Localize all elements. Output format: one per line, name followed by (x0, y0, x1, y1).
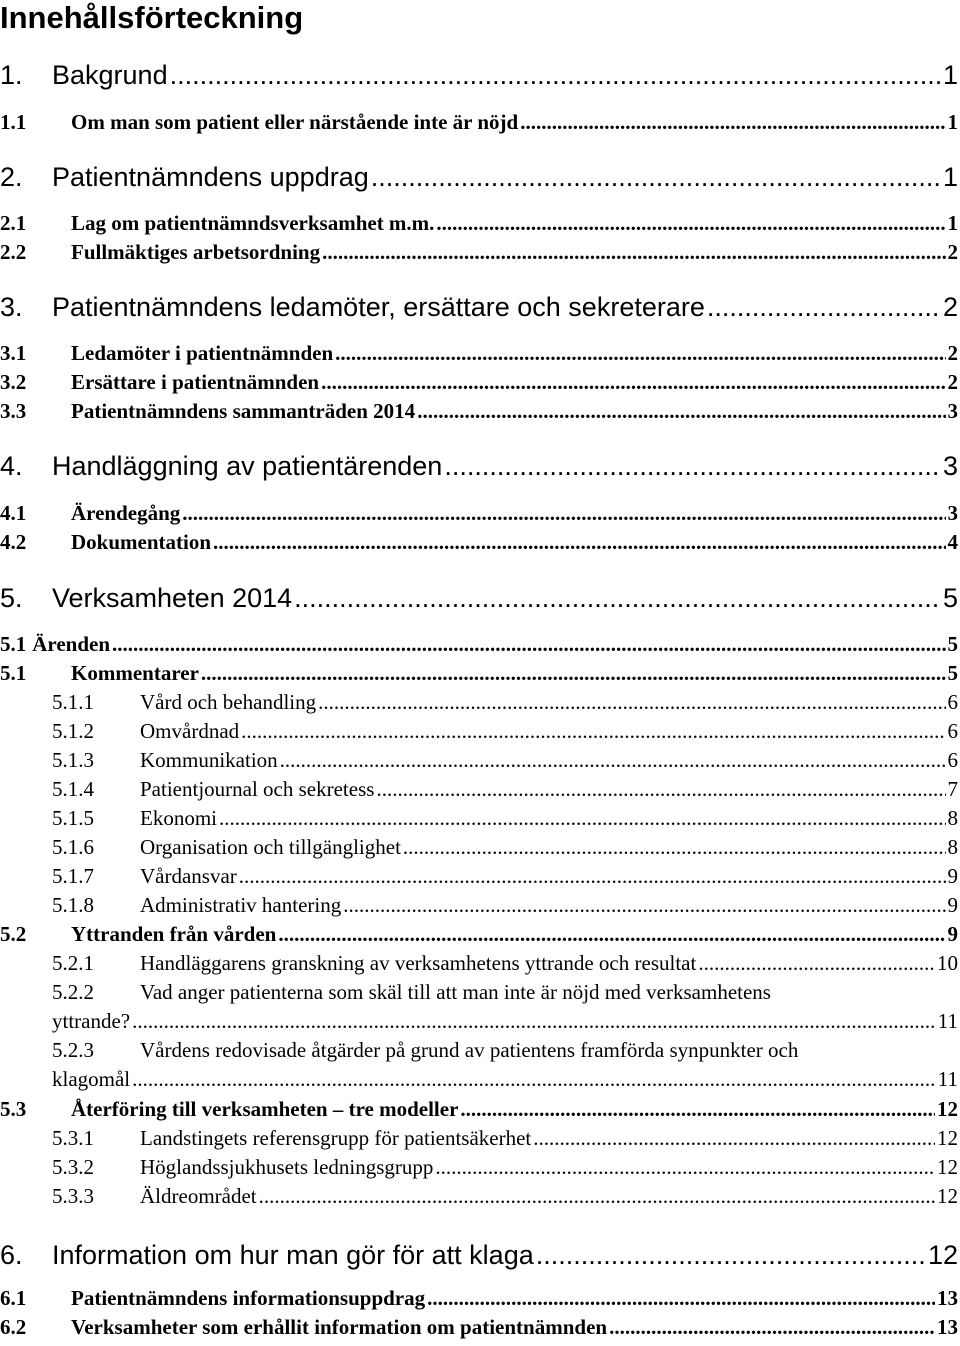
toc-entry-label: Ekonomi (140, 806, 217, 830)
dot-leader (536, 1240, 926, 1271)
toc-entry-label: Verksamheten 2014 (52, 583, 293, 613)
dot-leader (435, 1155, 935, 1180)
toc-entry-5[interactable] (0, 583, 958, 619)
toc-entry-label: Kommentarer (71, 661, 199, 685)
toc-entry-3-2[interactable] (0, 370, 958, 398)
toc-page-number: 1 (947, 211, 958, 235)
toc-page-number: 12 (937, 1184, 958, 1208)
toc-entry-number: 5.1.7 (52, 864, 94, 888)
toc-entry-label: Handläggning av patientärenden (52, 451, 443, 481)
toc-entry-3[interactable] (0, 292, 958, 328)
toc-entry-5-1-2[interactable] (0, 719, 958, 747)
dot-leader (698, 951, 935, 976)
toc-page-number: 2 (947, 341, 958, 365)
toc-entry-5-1-7[interactable] (0, 864, 958, 892)
toc-entry-label: Fullmäktiges arbetsordning (71, 240, 321, 264)
toc-entry-label: Patientnämndens sammanträden 2014 (71, 399, 416, 423)
toc-page-number: 6 (947, 719, 958, 743)
toc-entry-5-2-1[interactable] (0, 951, 958, 979)
toc-entry-label: Verksamheter som erhållit information om patientnämnden (71, 1315, 608, 1339)
toc-entry-label: Om man som patient eller närstående inte är nöjd (71, 110, 519, 134)
dot-leader (280, 748, 946, 773)
toc-entry-5-1-1[interactable] (0, 690, 958, 718)
dot-leader (170, 60, 941, 91)
toc-entry-6-2[interactable] (0, 1315, 958, 1343)
dot-leader (321, 370, 945, 395)
toc-entry-number: 5.2 (0, 922, 27, 946)
dot-leader (403, 835, 946, 860)
toc-entry-5-3[interactable] (0, 1097, 958, 1125)
dot-leader (444, 451, 941, 482)
toc-entry-label: Lag om patientnämndsverksamhet m.m. (71, 211, 435, 235)
toc-entry-second-line (0, 1067, 958, 1095)
toc-entry-number: 5.2.3 (52, 1038, 94, 1062)
toc-page-number: 12 (927, 1240, 958, 1270)
toc-entry-label: Vad anger patienterna som skäl till att man inte är nöjd med verksamhetens (140, 980, 771, 1004)
toc-entry-5-1-5[interactable] (0, 806, 958, 834)
dot-leader (201, 661, 946, 686)
toc-entry-4-1[interactable] (0, 501, 958, 529)
toc-entry-number: 5.1.4 (52, 777, 94, 801)
toc-entry-4-2[interactable] (0, 530, 958, 558)
toc-entry-first-line (0, 1038, 958, 1067)
dot-leader (294, 583, 941, 614)
dot-leader (318, 690, 945, 715)
dot-leader (427, 1286, 935, 1311)
toc-page-number: 13 (937, 1315, 958, 1339)
toc-entry-number: 5.1 (0, 661, 27, 685)
toc-entry-5-1-4[interactable] (0, 777, 958, 805)
toc-entry-number: 3.1 (0, 341, 27, 365)
toc-entry-label: Omvårdnad (140, 719, 240, 743)
toc-entry-label: Administrativ hantering (140, 893, 342, 917)
toc-page-number: 6 (947, 690, 958, 714)
toc-entry-6[interactable] (0, 1240, 958, 1276)
toc-entry-number: 5.1.8 (52, 893, 94, 917)
toc-entry-label: Vård och behandling (140, 690, 317, 714)
toc-entry-5-2-2[interactable] (0, 980, 958, 1037)
toc-page-number: 4 (947, 530, 958, 554)
toc-page-number: 3 (942, 451, 958, 481)
dot-leader (417, 399, 945, 424)
toc-page-number: 2 (947, 240, 958, 264)
toc-page-number: 2 (942, 292, 958, 322)
dot-leader (239, 864, 946, 889)
toc-page-number: 1 (942, 60, 958, 90)
dot-leader (707, 292, 941, 323)
toc-entry-number: 5.1.2 (52, 719, 94, 743)
toc-entry-number: 5.3 (0, 1097, 27, 1121)
toc-entry-5-2[interactable] (0, 922, 958, 950)
toc-page-number: 7 (947, 777, 958, 801)
toc-entry-label: Yttranden från vården (71, 922, 277, 946)
toc-entry-number: 1. (0, 60, 23, 90)
toc-entry-label: Patientnämndens uppdrag (52, 162, 369, 192)
dot-leader (182, 501, 945, 526)
toc-entry-number: 3.2 (0, 370, 27, 394)
toc-page-number: 12 (937, 1097, 958, 1121)
toc-entry-number: 2.1 (0, 211, 27, 235)
toc-page-number: 5 (947, 632, 958, 656)
toc-entry-1-1[interactable] (0, 110, 958, 138)
toc-entry-label: Vårdansvar (140, 864, 237, 888)
toc-entry-3-1[interactable] (0, 341, 958, 369)
toc-page-number: 5 (942, 583, 958, 613)
toc-entry-label: Handläggarens granskning av verksamhetens yttrande och resultat (140, 951, 697, 975)
toc-entry-number: 6. (0, 1240, 23, 1270)
toc-entry-number: 5.2.1 (52, 951, 94, 975)
toc-entry-label: Bakgrund (52, 60, 168, 90)
toc-page-number: 9 (947, 864, 958, 888)
toc-entry-5-1-arenden[interactable] (0, 632, 958, 660)
toc-entry-number: 6.2 (0, 1315, 27, 1339)
toc-entry-label: Återföring till verksamheten – tre modeller (71, 1097, 459, 1121)
toc-entry-5-2-3[interactable] (0, 1038, 958, 1095)
toc-entry-number: 1.1 (0, 110, 27, 134)
toc-page-number: 3 (947, 501, 958, 525)
toc-entry-label: Ersättare i patientnämnden (71, 370, 320, 394)
toc-page-number: 6 (947, 748, 958, 772)
dot-leader (132, 1009, 936, 1034)
dot-leader (376, 777, 945, 802)
dot-leader (335, 341, 945, 366)
toc-entry-label: Landstingets referensgrupp för patientsäkerhet (140, 1126, 532, 1150)
dot-leader (219, 806, 946, 831)
toc-entry-label: Patientjournal och sekretess (140, 777, 375, 801)
toc-entry-3-3[interactable] (0, 399, 958, 427)
toc-page-number: 9 (947, 922, 958, 946)
dot-leader (436, 211, 945, 236)
dot-leader (371, 162, 941, 193)
toc-entry-number: 6.1 (0, 1286, 27, 1310)
toc-page-number: 8 (947, 835, 958, 859)
toc-entry-number: 2. (0, 162, 23, 192)
toc-entry-5-1-3[interactable] (0, 748, 958, 776)
toc-entry-number: 5.3.1 (52, 1126, 94, 1150)
toc-page-number: 3 (947, 399, 958, 423)
toc-entry-number: 5.3.2 (52, 1155, 94, 1179)
toc-entry-4[interactable] (0, 451, 958, 487)
toc-entry-second-line (0, 1009, 958, 1037)
toc-page-number: 12 (937, 1126, 958, 1150)
dot-leader (609, 1315, 935, 1340)
toc-page-number: 1 (942, 162, 958, 192)
toc-entry-5-3-2[interactable] (0, 1155, 958, 1183)
dot-leader (343, 893, 945, 918)
toc-entry-5-3-3[interactable] (0, 1184, 958, 1212)
toc-entry-number: 5.1.6 (52, 835, 94, 859)
toc-entry-label: Vårdens redovisade åtgärder på grund av patientens framförda synpunkter och (140, 1038, 799, 1062)
toc-entry-label: Äldreområdet (140, 1184, 257, 1208)
toc-entry-number: 5.1.5 (52, 806, 94, 830)
toc-entry-number: 5.1.1 (52, 690, 94, 714)
toc-entry-2-2[interactable] (0, 240, 958, 268)
toc-entry-label: Organisation och tillgänglighet (140, 835, 401, 859)
toc-page-number: 11 (937, 1009, 958, 1033)
dot-leader (259, 1184, 935, 1209)
dot-leader (132, 1067, 936, 1092)
toc-page-number: 9 (947, 893, 958, 917)
dot-leader (533, 1126, 935, 1151)
toc-page-number: 2 (947, 370, 958, 394)
toc-page-number: 13 (937, 1286, 958, 1310)
toc-page-number: 11 (937, 1067, 958, 1091)
toc-entry-label: Ärendegång (71, 501, 181, 525)
dot-leader (241, 719, 945, 744)
toc-entry-number: 5.1.3 (52, 748, 94, 772)
dot-leader (460, 1097, 935, 1122)
toc-page-number: 10 (937, 951, 958, 975)
toc-entry-label: Höglandssjukhusets ledningsgrupp (140, 1155, 434, 1179)
toc-entry-5-3-1[interactable] (0, 1126, 958, 1154)
toc-entry-6-1[interactable] (0, 1286, 958, 1314)
toc-entry-number: 4.2 (0, 530, 27, 554)
toc-title: Innehållsförteckning (0, 0, 304, 35)
toc-entry-number: 4.1 (0, 501, 27, 525)
toc-entry-label: Information om hur man gör för att klaga (52, 1240, 534, 1270)
dot-leader (112, 632, 945, 657)
dot-leader (278, 922, 945, 947)
toc-page-number: 12 (937, 1155, 958, 1179)
toc-entry-label: Ärenden (32, 632, 111, 656)
toc-entry-label: Ledamöter i patientnämnden (71, 341, 334, 365)
toc-entry-number: 4. (0, 451, 23, 481)
toc-entry-5-1-8[interactable] (0, 893, 958, 921)
toc-entry-number: 2.2 (0, 240, 27, 264)
dot-leader (213, 530, 945, 555)
toc-entry-label-continued: klagomål (52, 1067, 131, 1091)
toc-entry-label: Kommunikation (140, 748, 278, 772)
toc-entry-1[interactable] (0, 60, 958, 96)
dot-leader (520, 110, 945, 135)
toc-entry-label: Patientnämndens ledamöter, ersättare och sekreterare (52, 292, 705, 322)
toc-entry-5-1-6[interactable] (0, 835, 958, 863)
toc-page-number: 8 (947, 806, 958, 830)
toc-entry-5-1-kommentarer[interactable] (0, 661, 958, 689)
toc-entry-label-continued: yttrande? (52, 1009, 131, 1033)
toc-entry-number: 3. (0, 292, 23, 322)
toc-entry-number: 3.3 (0, 399, 27, 423)
toc-entry-label: Dokumentation (71, 530, 212, 554)
toc-entry-number: 5.2.2 (52, 980, 94, 1004)
toc-entry-2-1[interactable] (0, 211, 958, 239)
dot-leader (322, 240, 945, 265)
toc-entry-first-line (0, 980, 958, 1009)
toc-entry-label: Patientnämndens informationsuppdrag (71, 1286, 426, 1310)
toc-entry-number: 5.1 (0, 632, 27, 656)
toc-page-number: 5 (947, 661, 958, 685)
toc-entry-number: 5.3.3 (52, 1184, 94, 1208)
toc-page-number: 1 (947, 110, 958, 134)
toc-entry-number: 5. (0, 583, 23, 613)
toc-entry-2[interactable] (0, 162, 958, 198)
